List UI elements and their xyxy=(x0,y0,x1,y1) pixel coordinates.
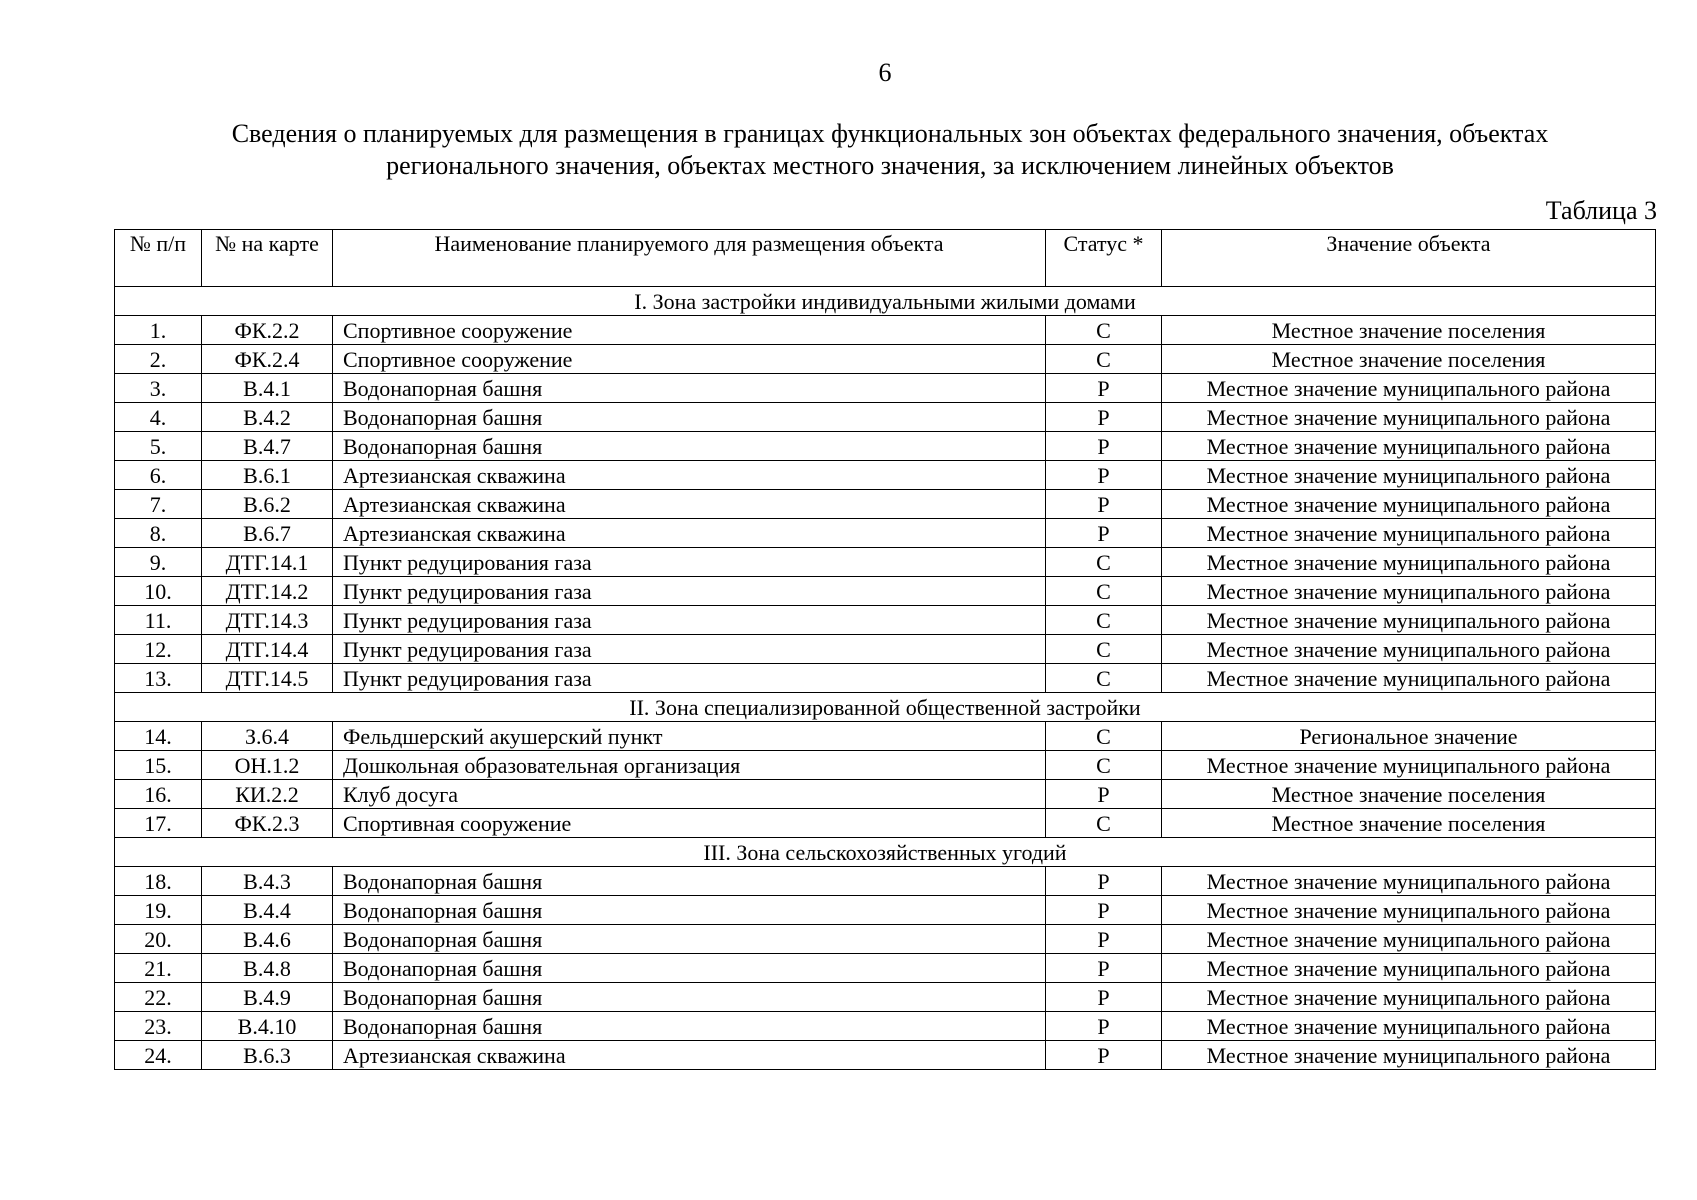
cell-object-name: Клуб досуга xyxy=(333,780,1046,809)
cell-num: 17. xyxy=(115,809,202,838)
cell-map-id: В.6.2 xyxy=(202,490,333,519)
cell-status: Р xyxy=(1046,983,1162,1012)
cell-num: 3. xyxy=(115,374,202,403)
cell-object-name: Пункт редуцирования газа xyxy=(333,635,1046,664)
cell-map-id: В.4.8 xyxy=(202,954,333,983)
cell-status: С xyxy=(1046,722,1162,751)
cell-status: С xyxy=(1046,606,1162,635)
cell-status: Р xyxy=(1046,461,1162,490)
cell-object-name: Артезианская скважина xyxy=(333,461,1046,490)
cell-object-name: Спортивная сооружение xyxy=(333,809,1046,838)
table-row xyxy=(115,664,1656,693)
cell-object-name: Водонапорная башня xyxy=(333,896,1046,925)
cell-map-id: В.4.10 xyxy=(202,1012,333,1041)
zone-row xyxy=(115,287,1656,316)
cell-object-name: Водонапорная башня xyxy=(333,432,1046,461)
cell-object-value: Местное значение муниципального района xyxy=(1162,635,1656,664)
cell-map-id: ОН.1.2 xyxy=(202,751,333,780)
table-row xyxy=(115,432,1656,461)
cell-status: Р xyxy=(1046,780,1162,809)
cell-status: С xyxy=(1046,577,1162,606)
cell-object-name: Спортивное сооружение xyxy=(333,316,1046,345)
cell-map-id: ДТГ.14.5 xyxy=(202,664,333,693)
cell-status: Р xyxy=(1046,1012,1162,1041)
cell-status: С xyxy=(1046,548,1162,577)
cell-object-value: Местное значение поселения xyxy=(1162,780,1656,809)
table-row xyxy=(115,1041,1656,1070)
zone-title: I. Зона застройки индивидуальными жилыми домами xyxy=(115,287,1656,316)
objects-table xyxy=(114,229,1656,1070)
header-name: Наименование планируемого для размещения объекта xyxy=(333,230,1046,287)
cell-num: 10. xyxy=(115,577,202,606)
cell-status: Р xyxy=(1046,519,1162,548)
cell-status: С xyxy=(1046,316,1162,345)
table-row xyxy=(115,403,1656,432)
cell-num: 9. xyxy=(115,548,202,577)
cell-status: Р xyxy=(1046,954,1162,983)
cell-num: 8. xyxy=(115,519,202,548)
table-row xyxy=(115,345,1656,374)
cell-object-value: Местное значение муниципального района xyxy=(1162,1041,1656,1070)
cell-num: 24. xyxy=(115,1041,202,1070)
table-row xyxy=(115,751,1656,780)
table-row xyxy=(115,490,1656,519)
cell-status: Р xyxy=(1046,374,1162,403)
cell-status: С xyxy=(1046,345,1162,374)
cell-status: Р xyxy=(1046,403,1162,432)
cell-num: 16. xyxy=(115,780,202,809)
zone-row xyxy=(115,693,1656,722)
cell-map-id: ДТГ.14.4 xyxy=(202,635,333,664)
cell-status: Р xyxy=(1046,867,1162,896)
cell-num: 20. xyxy=(115,925,202,954)
cell-object-value: Местное значение муниципального района xyxy=(1162,983,1656,1012)
table-row xyxy=(115,867,1656,896)
cell-num: 15. xyxy=(115,751,202,780)
cell-object-value: Местное значение муниципального района xyxy=(1162,374,1656,403)
cell-object-value: Местное значение муниципального района xyxy=(1162,867,1656,896)
cell-object-value: Местное значение муниципального района xyxy=(1162,432,1656,461)
table-row xyxy=(115,896,1656,925)
table-row xyxy=(115,577,1656,606)
cell-object-value: Местное значение муниципального района xyxy=(1162,548,1656,577)
cell-object-name: Водонапорная башня xyxy=(333,1012,1046,1041)
title-line-2: регионального значения, объектах местного значения, за исключением линейных объектов xyxy=(386,151,1394,180)
cell-map-id: В.4.9 xyxy=(202,983,333,1012)
cell-map-id: ФК.2.2 xyxy=(202,316,333,345)
cell-object-value: Региональное значение xyxy=(1162,722,1656,751)
cell-num: 19. xyxy=(115,896,202,925)
cell-map-id: З.6.4 xyxy=(202,722,333,751)
cell-object-value: Местное значение муниципального района xyxy=(1162,490,1656,519)
cell-num: 6. xyxy=(115,461,202,490)
cell-object-name: Пункт редуцирования газа xyxy=(333,577,1046,606)
cell-num: 23. xyxy=(115,1012,202,1041)
cell-num: 1. xyxy=(115,316,202,345)
cell-map-id: В.4.3 xyxy=(202,867,333,896)
header-num: № п/п xyxy=(115,230,202,287)
cell-object-value: Местное значение муниципального района xyxy=(1162,896,1656,925)
cell-num: 4. xyxy=(115,403,202,432)
cell-object-name: Дошкольная образовательная организация xyxy=(333,751,1046,780)
title-line-1: Сведения о планируемых для размещения в границах функциональных зон объектах федерального значения, объектах xyxy=(231,119,1549,148)
cell-map-id: В.4.6 xyxy=(202,925,333,954)
cell-num: 22. xyxy=(115,983,202,1012)
cell-status: С xyxy=(1046,809,1162,838)
cell-num: 11. xyxy=(115,606,202,635)
document-title xyxy=(120,118,1660,182)
table-row xyxy=(115,983,1656,1012)
cell-object-name: Водонапорная башня xyxy=(333,925,1046,954)
cell-map-id: В.4.2 xyxy=(202,403,333,432)
cell-num: 7. xyxy=(115,490,202,519)
table-row xyxy=(115,1012,1656,1041)
cell-num: 13. xyxy=(115,664,202,693)
cell-status: Р xyxy=(1046,1041,1162,1070)
table-row xyxy=(115,809,1656,838)
cell-map-id: В.4.4 xyxy=(202,896,333,925)
cell-object-value: Местное значение поселения xyxy=(1162,345,1656,374)
cell-map-id: ДТГ.14.2 xyxy=(202,577,333,606)
cell-object-value: Местное значение муниципального района xyxy=(1162,1012,1656,1041)
table-row xyxy=(115,374,1656,403)
cell-map-id: ФК.2.4 xyxy=(202,345,333,374)
table-row xyxy=(115,606,1656,635)
cell-num: 5. xyxy=(115,432,202,461)
cell-object-value: Местное значение муниципального района xyxy=(1162,751,1656,780)
cell-num: 21. xyxy=(115,954,202,983)
cell-object-name: Водонапорная башня xyxy=(333,867,1046,896)
table-row xyxy=(115,635,1656,664)
cell-status: Р xyxy=(1046,432,1162,461)
cell-object-name: Водонапорная башня xyxy=(333,983,1046,1012)
page-number: 6 xyxy=(878,58,892,87)
header-map: № на карте xyxy=(202,230,333,287)
table-row xyxy=(115,519,1656,548)
cell-status: С xyxy=(1046,751,1162,780)
cell-num: 12. xyxy=(115,635,202,664)
cell-object-value: Местное значение муниципального района xyxy=(1162,403,1656,432)
table-row xyxy=(115,548,1656,577)
cell-map-id: В.4.1 xyxy=(202,374,333,403)
cell-object-value: Местное значение муниципального района xyxy=(1162,925,1656,954)
table-caption: Таблица 3 xyxy=(1545,196,1657,225)
cell-map-id: ДТГ.14.3 xyxy=(202,606,333,635)
cell-object-name: Фельдшерский акушерский пункт xyxy=(333,722,1046,751)
cell-map-id: В.6.3 xyxy=(202,1041,333,1070)
cell-object-value: Местное значение поселения xyxy=(1162,809,1656,838)
table-row xyxy=(115,954,1656,983)
cell-map-id: КИ.2.2 xyxy=(202,780,333,809)
table-row xyxy=(115,461,1656,490)
cell-status: Р xyxy=(1046,490,1162,519)
cell-num: 2. xyxy=(115,345,202,374)
table-body xyxy=(115,287,1656,1070)
cell-status: Р xyxy=(1046,896,1162,925)
header-status: Статус * xyxy=(1046,230,1162,287)
header-value: Значение объекта xyxy=(1162,230,1656,287)
cell-status: С xyxy=(1046,635,1162,664)
cell-object-name: Водонапорная башня xyxy=(333,374,1046,403)
zone-title: II. Зона специализированной общественной застройки xyxy=(115,693,1656,722)
cell-num: 18. xyxy=(115,867,202,896)
table-row xyxy=(115,722,1656,751)
cell-object-value: Местное значение муниципального района xyxy=(1162,664,1656,693)
table-row xyxy=(115,780,1656,809)
cell-map-id: ФК.2.3 xyxy=(202,809,333,838)
cell-object-name: Пункт редуцирования газа xyxy=(333,664,1046,693)
cell-object-value: Местное значение муниципального района xyxy=(1162,519,1656,548)
cell-object-name: Артезианская скважина xyxy=(333,1041,1046,1070)
cell-status: С xyxy=(1046,664,1162,693)
cell-object-value: Местное значение муниципального района xyxy=(1162,606,1656,635)
cell-object-value: Местное значение муниципального района xyxy=(1162,954,1656,983)
cell-status: Р xyxy=(1046,925,1162,954)
cell-object-name: Водонапорная башня xyxy=(333,954,1046,983)
cell-map-id: ДТГ.14.1 xyxy=(202,548,333,577)
cell-map-id: В.6.1 xyxy=(202,461,333,490)
table-row xyxy=(115,316,1656,345)
cell-object-name: Спортивное сооружение xyxy=(333,345,1046,374)
cell-object-value: Местное значение поселения xyxy=(1162,316,1656,345)
cell-map-id: В.6.7 xyxy=(202,519,333,548)
cell-object-value: Местное значение муниципального района xyxy=(1162,461,1656,490)
zone-title: III. Зона сельскохозяйственных угодий xyxy=(115,838,1656,867)
zone-row xyxy=(115,838,1656,867)
cell-object-name: Пункт редуцирования газа xyxy=(333,548,1046,577)
cell-num: 14. xyxy=(115,722,202,751)
cell-object-name: Пункт редуцирования газа xyxy=(333,606,1046,635)
table-row xyxy=(115,925,1656,954)
cell-object-name: Артезианская скважина xyxy=(333,519,1046,548)
table-header-row xyxy=(115,230,1656,287)
cell-object-name: Водонапорная башня xyxy=(333,403,1046,432)
cell-object-value: Местное значение муниципального района xyxy=(1162,577,1656,606)
cell-object-name: Артезианская скважина xyxy=(333,490,1046,519)
cell-map-id: В.4.7 xyxy=(202,432,333,461)
